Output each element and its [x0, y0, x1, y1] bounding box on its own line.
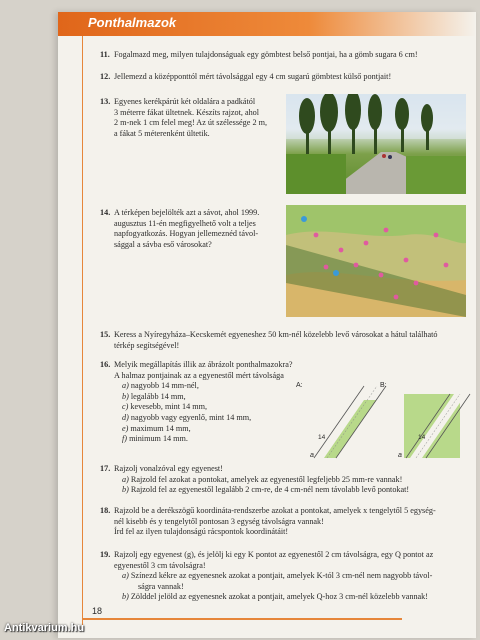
problem-text: Melyik megállapítás illik az ábrázolt ponthalmazokra? A halmaz pontjainak az a egyenestől mért távolsága a) nagyobb 14 mm-nél, b) legalább 14 mm, c) kevesebb, mint 14 mm, d) nagyobb vagy egyenlő, mint 14 mm, e) maximum 14 mm, f) minimum 14 mm. [114, 360, 293, 444]
line-label-b: a [398, 452, 402, 459]
problem-text: Rajzolj egy egyenest (g), és jelölj ki egy K pontot az egyenestől 2 cm távolságra, egy Q pontot az egyenestől 3 cm távolságra! a) Színezd kékre az egyenesnek azokat a pontjait, amelyek K-tól 3 cm-nél nem nagyobb távol- ságra vannak! b) Zölddel jelöld az egyenesnek azokat a pontjait, amelyek Q-hoz 3 cm-nél közelebb vannak! [114, 550, 434, 602]
problem-number: 14. [100, 208, 111, 217]
bike-path-illustration [286, 94, 466, 194]
page-number: 18 [92, 606, 103, 616]
measure-a: 14 [318, 434, 326, 441]
watermark: Antikvarium.hu [4, 622, 85, 634]
eclipse-map [286, 205, 466, 317]
problem-number: 15. [100, 330, 111, 339]
problem-text: Rajzold be a derékszögű koordináta-rendszerbe azokat a pontokat, amelyek x tengelytől 5 egység- nél kisebb és y tengelytől pontosan 3 egység távolságra vannak! Írd fel az ilyen tulajdonságú rácspontok koordinátáit! [114, 506, 436, 537]
problem-text: Keress a Nyíregyháza–Kecskemét egyeneshez 50 km-nél közelebb levő városokat a hátul található térkép segítségével! [114, 330, 438, 350]
textbook-page [58, 12, 476, 638]
problem-number: 18. [100, 506, 111, 515]
line-label-a: a [310, 452, 314, 459]
problem-number: 11. [100, 50, 110, 59]
figure-16 [294, 380, 474, 470]
band-diagrams [294, 380, 474, 470]
footer-rule [82, 618, 402, 620]
problem-number: 16. [100, 360, 111, 369]
problem-text: Jellemezd a középponttól mért távolsággal egy 4 cm sugarú gömbtest külső pontjait! [114, 72, 392, 81]
map-illustration [286, 205, 466, 317]
problem-text: Rajzolj vonalzóval egy egyenest! a) Rajzold fel azokat a pontokat, amelyek az egyenestől legfeljebb 25 mm-re vannak! b) Rajzold fel az egyenestől legalább 2 cm-re, de 4 cm-nél nem távolabb levő pontokat! [114, 464, 410, 495]
problem-text: Egyenes kerékpárút két oldalára a padkától 3 méterre fákat ültetnek. Készíts rajzot, ahol 2 m-nek 1 cm felel meg! Az út szélessége 2 m, a fákat 5 méterenként ültetik. [114, 97, 268, 138]
problem-number: 19. [100, 550, 111, 559]
figure-label-b: B: [380, 382, 387, 389]
problem-number: 13. [100, 97, 111, 106]
measure-b: 14 [418, 434, 426, 441]
bike-path-photo [286, 94, 466, 194]
problem-number: 12. [100, 72, 111, 81]
problem-text: Fogalmazd meg, milyen tulajdonságuak egy gömbtest belső pontjai, ha a gömb sugara 6 cm! [114, 50, 418, 59]
problem-text: A térképen bejelölték azt a sávot, ahol 1999. augusztus 11-én megfigyelhető volt a teljes napfogyatkozás. Hogyan jellemeznéd távol- sággal a sávba eső városokat? [114, 208, 260, 249]
header-band [58, 12, 476, 36]
problem-number: 17. [100, 464, 111, 473]
page-title: Ponthalmazok [88, 15, 177, 30]
figure-label-a: A: [296, 382, 303, 389]
left-margin-rule [82, 36, 83, 626]
